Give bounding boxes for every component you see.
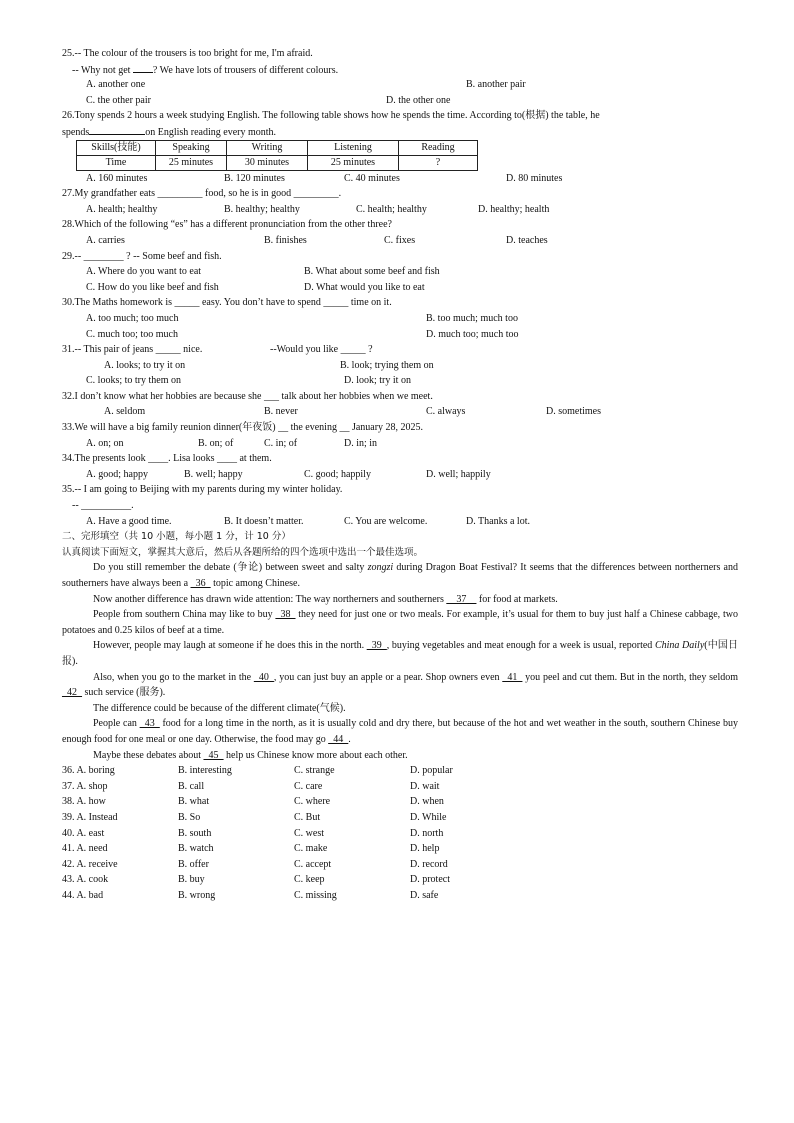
q28-stem: 28.Which of the following “es” has a different pronunciation from the other three? [62, 219, 392, 231]
section-instruction: 认真阅读下面短文，掌握其大意后，然后从各题所给的四个选项中选出一个最佳选项。 [62, 546, 424, 558]
answer-row-44: 44. A. bad B. wrong C. missing D. safe [62, 889, 439, 901]
blank-45: _45_ [203, 749, 224, 761]
q34-option-d[interactable]: D. well; happily [426, 468, 491, 480]
q25-option-c[interactable]: C. the other pair [86, 94, 151, 106]
answer-row-42: 42. A. receive B. offer C. accept D. record [62, 858, 448, 870]
q30-option-a[interactable]: A. too much; too much [86, 312, 179, 324]
q35-stem: 35.-- I am going to Beijing with my parents during my winter holiday. [62, 484, 343, 496]
q25-option-b[interactable]: B. another pair [466, 79, 526, 91]
q30-option-d[interactable]: D. much too; much too [426, 328, 519, 340]
q29-options-row2 [62, 280, 738, 296]
passage-paragraph-8: Maybe these debates about _45_ help us Chinese know more about each other. [93, 749, 408, 761]
answer-row-40: 40. A. east B. south C. west D. north [62, 827, 444, 839]
table-cell: 30 minutes [227, 155, 308, 170]
table-cell: Time [77, 155, 156, 170]
passage-paragraph-6: The difference could be because of the different climate(气候). [93, 702, 346, 714]
q27-option-d[interactable]: D. healthy; health [478, 203, 550, 215]
q28-option-c[interactable]: C. fixes [384, 234, 416, 246]
blank-39: _39_ [366, 640, 387, 652]
blank-37: __37__ [446, 593, 477, 605]
q25-stem: 25.-- The colour of the trousers is too bright for me, I'm afraid. [62, 48, 313, 59]
q35-option-d[interactable]: D. Thanks a lot. [466, 515, 530, 527]
q33-option-c[interactable]: C. in; of [264, 437, 298, 449]
blank-38: _38_ [275, 609, 296, 621]
table-row [77, 140, 478, 155]
q33-options [62, 436, 738, 452]
q26-option-d[interactable]: D. 80 minutes [506, 172, 563, 184]
q29-option-c[interactable]: C. How do you like beef and fish [86, 281, 219, 293]
answer-row-36: 36. A. boring B. interesting C. strange D. popular [62, 765, 453, 777]
q26-options [62, 171, 738, 187]
q32-option-d[interactable]: D. sometimes [546, 406, 601, 418]
q29-option-d[interactable]: D. What would you like to eat [304, 281, 425, 293]
q31-stem: 31.-- This pair of jeans _____ nice. --Would you like _____ ? [62, 344, 373, 356]
q28-option-d[interactable]: D. teaches [506, 234, 548, 246]
q29-stem: 29.-- ________ ? -- Some beef and fish. [62, 250, 222, 262]
table-header: Listening [308, 140, 399, 155]
q27-option-a[interactable]: A. health; healthy [86, 203, 158, 215]
q30-options-row2 [62, 327, 738, 343]
q30-stem: 30.The Maths homework is _____ easy. You don’t have to spend _____ time on it. [62, 297, 392, 309]
q30-options-row1 [62, 311, 738, 327]
q33-option-a[interactable]: A. on; on [86, 437, 124, 449]
answer-row-41: 41. A. need B. watch C. make D. help [62, 843, 440, 855]
q35-options [62, 514, 738, 530]
blank-43: _43_ [139, 718, 160, 730]
q27-option-c[interactable]: C. health; healthy [356, 203, 427, 215]
blank-41: _41_ [502, 671, 523, 683]
passage-paragraph-3: People from southern China may like to buy _38_ they need for just one or two meals. For example, it’s usual for them to buy just half a Chinese cabbage, two potatoes and 0.25 kilos of beef at a time. [62, 609, 738, 636]
skills-table [76, 140, 478, 171]
q31-option-c[interactable]: C. looks; to try them on [86, 375, 181, 387]
q28-option-b[interactable]: B. finishes [264, 234, 307, 246]
q29-option-b[interactable]: B. What about some beef and fish [304, 266, 440, 278]
q34-option-c[interactable]: C. good; happily [304, 468, 371, 480]
answer-choices [62, 763, 738, 903]
q31-options-row1 [62, 358, 738, 374]
passage-paragraph-7: People can _43_ food for a long time in the north, as it is usually cold and dry there, but because of the hot and wet weather in the south, southern Chinese buy enough food for one meal or one day. Otherwise, the food may go _44_. [62, 718, 739, 745]
q35-option-b[interactable]: B. It doesn’t matter. [224, 515, 304, 527]
q32-option-c[interactable]: C. always [426, 406, 466, 418]
q31-option-d[interactable]: D. look; try it on [344, 375, 411, 387]
q34-option-a[interactable]: A. good; happy [86, 468, 148, 480]
q34-option-b[interactable]: B. well; happy [184, 468, 243, 480]
q26-option-b[interactable]: B. 120 minutes [224, 172, 285, 184]
answer-row-37: 37. A. shop B. call C. care D. wait [62, 780, 440, 792]
q25-options-row1 [62, 77, 738, 93]
table-cell: 25 minutes [308, 155, 399, 170]
table-row [77, 155, 478, 170]
q35-reply: -- __________. [72, 500, 134, 512]
q26-stem-cont: spends on English reading every month. [62, 124, 738, 140]
q32-option-a[interactable]: A. seldom [104, 406, 146, 418]
q28-option-a[interactable]: A. carries [86, 234, 125, 246]
q31-option-a[interactable]: A. looks; to try it on [104, 359, 186, 371]
q26-option-c[interactable]: C. 40 minutes [344, 172, 400, 184]
blank-42: _42_ [62, 687, 82, 699]
q33-option-d[interactable]: D. in; in [344, 437, 378, 449]
q29-option-a[interactable]: A. Where do you want to eat [86, 266, 202, 278]
exam-page [62, 46, 738, 903]
blank-40: _40_ [253, 671, 274, 683]
q26-option-a[interactable]: A. 160 minutes [86, 172, 148, 184]
blank-36: _36_ [190, 578, 211, 589]
table-cell: ? [399, 155, 478, 170]
table-header: Speaking [156, 140, 227, 155]
q31-option-b[interactable]: B. look; trying them on [340, 359, 434, 371]
q32-options [62, 404, 738, 420]
table-cell: 25 minutes [156, 155, 227, 170]
q30-option-b[interactable]: B. too much; much too [426, 312, 518, 324]
q25-option-a[interactable]: A. another one [86, 79, 146, 91]
answer-row-38: 38. A. how B. what C. where D. when [62, 796, 444, 808]
q34-options [62, 467, 738, 483]
q35-option-a[interactable]: A. Have a good time. [86, 515, 172, 527]
q27-options [62, 202, 738, 218]
passage-paragraph-1: Do you still remember the debate (争论) between sweet and salty zongzi during Dragon Boat Festival? It seems that the differences between northerners and southerners have always been a _36_ topic among Chinese. [62, 562, 738, 589]
q30-option-c[interactable]: C. much too; too much [86, 328, 178, 340]
q27-stem: 27.My grandfather eats _________ food, so he is in good _________. [62, 188, 342, 200]
q25-reply: -- Why not get ? We have lots of trousers of different colours. [62, 62, 738, 78]
q35-option-c[interactable]: C. You are welcome. [344, 515, 428, 527]
table-header: Writing [227, 140, 308, 155]
q29-options-row1 [62, 264, 738, 280]
q32-stem: 32.I don’t know what her hobbies are because she ___ talk about her hobbies when we meet. [62, 390, 433, 402]
passage-paragraph-4: However, people may laugh at someone if he does this in the north. _39_, buying vegetables and meat enough for a week is usual, reported China Daily(中国日报). [62, 640, 738, 667]
answer-row-43: 43. A. cook B. buy C. keep D. protect [62, 874, 450, 886]
blank-44: _44_ [328, 733, 349, 745]
passage-paragraph-2: Now another difference has drawn wide attention: The way northerners and southerners __37__ for food at markets. [93, 593, 558, 605]
q27-option-b[interactable]: B. healthy; healthy [224, 203, 300, 215]
q31-options-row2 [62, 373, 738, 389]
table-header: Skills(技能) [77, 140, 156, 155]
q25-options-row2 [62, 93, 738, 109]
answer-row-39: 39. A. Instead B. So C. But D. While [62, 811, 447, 823]
q33-stem: 33.We will have a big family reunion dinner(年夜饭) __ the evening __ January 28, 2025. [62, 422, 424, 434]
table-header: Reading [399, 140, 478, 155]
section-heading: 二、完形填空（共 10 小题，每小题 1 分，计 10 分） [62, 531, 291, 543]
q28-options [62, 233, 738, 249]
passage-paragraph-5: Also, when you go to the market in the _40_, you can just buy an apple or a pear. Shop owners even _41_ you peel and cut them. But in the north, they seldom _42_ such service (服务). [62, 671, 739, 699]
q34-stem: 34.The presents look ____. Lisa looks ____ at them. [62, 453, 272, 465]
q32-option-b[interactable]: B. never [264, 406, 298, 418]
q33-option-b[interactable]: B. on; of [198, 437, 234, 449]
q26-stem: 26.Tony spends 2 hours a week studying English. The following table shows how he spends the time. According to(根据) the table, he [62, 110, 600, 122]
q25-option-d[interactable]: D. the other one [386, 94, 451, 106]
